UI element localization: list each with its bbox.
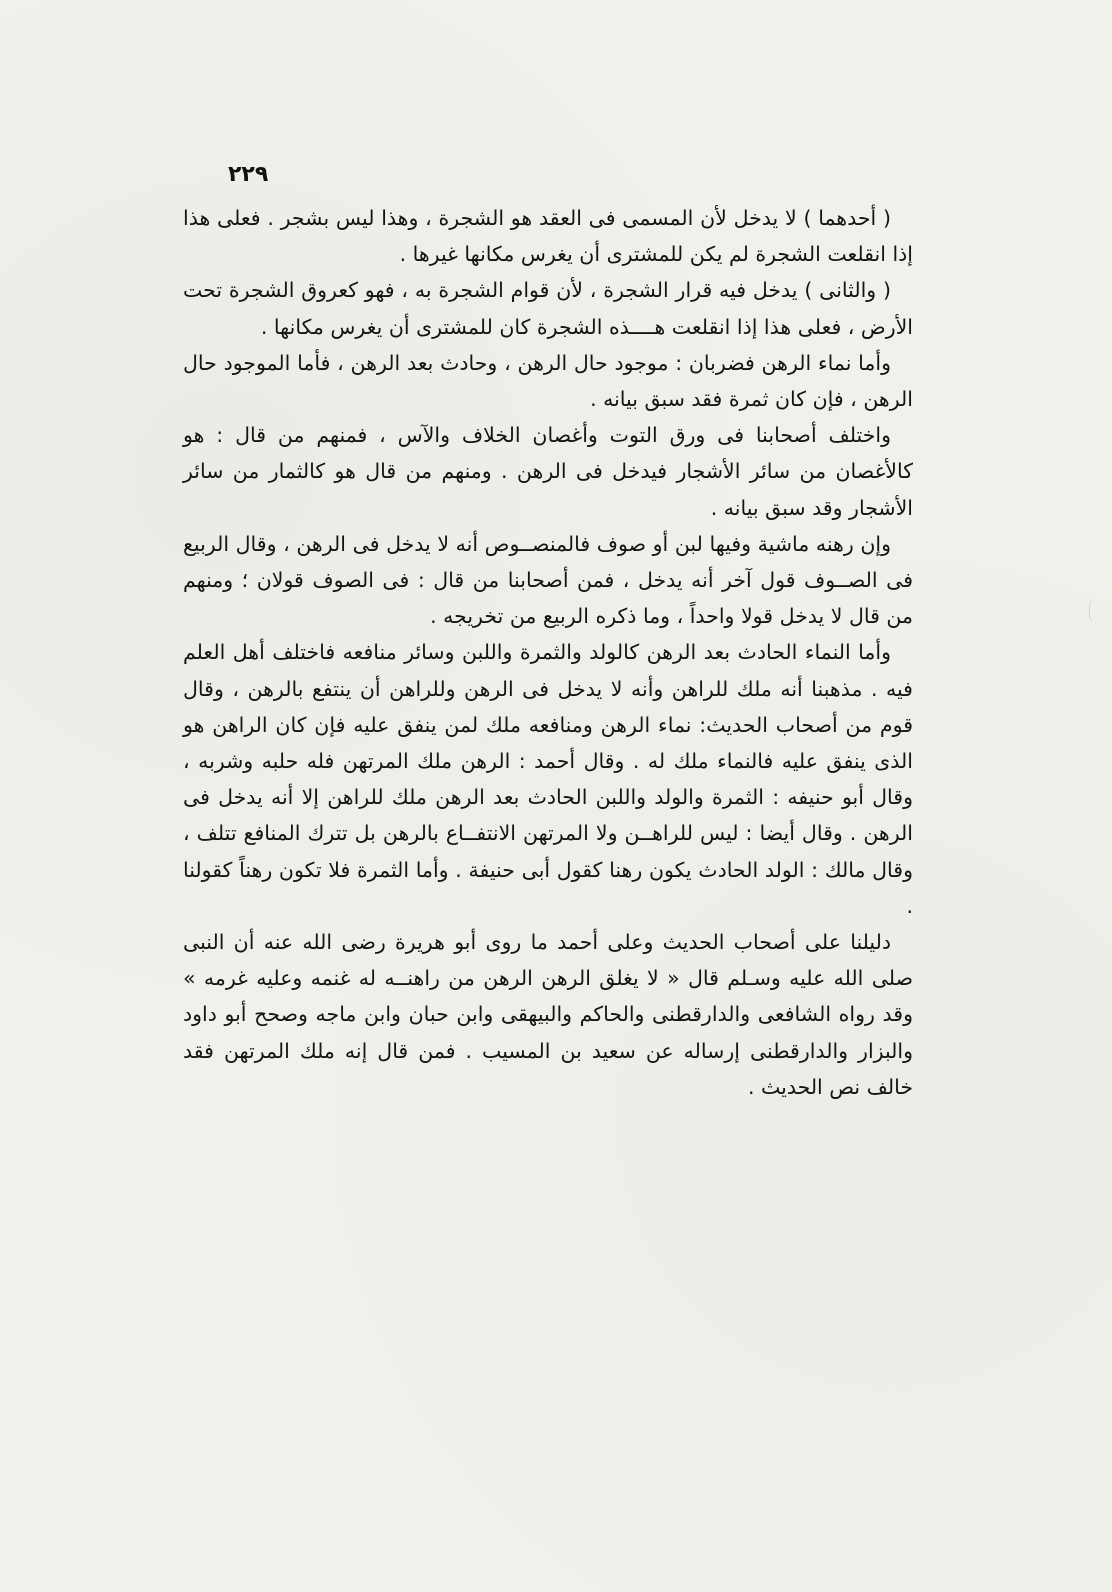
paragraph-3: وأما نماء الرهن فضربان : موجود حال الرهن ، وحادث بعد الرهن ، فأما الموجود حال الرهن ، فإن كان ثمرة فقد سبق بيانه .	[183, 350, 913, 412]
paragraph-6: وأما النماء الحادث بعد الرهن كالولد والثمرة واللبن وسائر منافعه فاختلف أهل العلم فيه . مذهبنا أنه ملك للراهن وأنه لا يدخل فى الرهن وللراهن أن ينتفع بالرهن ، وقال قوم من أصحاب الحديث: نماء الرهن ومنافعه ملك لمن ينفق عليه فإن كان الراهن هو الذى ينفق عليه فالنماء ملك له . وقال أحمد : الرهن ملك المرتهن فله حلبه وشربه ، وقال أبو حنيفه : الثمرة والولد واللبن الحادث بعد الرهن ملك للراهن إلا أنه يدخل فى الرهن . وقال أيضا : ليس للراهــن ولا المرتهن الانتفــاع بالرهن بل تترك المنافع تتلف ، وقال مالك : الولد الحادث يكون رهنا كقول أبى حنيفة . وأما الثمرة فلا تكون رهناً كقولنا .	[183, 640, 913, 918]
page-number: ٢٢٩	[228, 162, 269, 187]
body-text	[183, 200, 913, 1105]
paragraph-1: ( أحدهما ) لا يدخل لأن المسمى فى العقد هو الشجرة ، وهذا ليس بشجر . فعلى هذا إذا انقلعت الشجرة لم يكن للمشترى أن يغرس مكانها غيرها .	[183, 206, 913, 267]
paragraph-2: ( والثانى ) يدخل فيه قرار الشجرة ، لأن قوام الشجرة به ، فهو كعروق الشجرة تحت الأرض ، فعلى هذا إذا انقلعت هــــذه الشجرة كان للمشترى أن يغرس مكانها .	[183, 278, 913, 339]
paragraph-4: واختلف أصحابنا فى ورق التوت وأغصان الخلاف والآس ، فمنهم من قال : هو كالأغصان من سائر الأشجار فيدخل فى الرهن . ومنهم من قال هو كالثمار من سائر الأشجار وقد سبق بيانه .	[183, 423, 913, 520]
page-edge-mark	[1089, 600, 1100, 622]
paragraph-7: دليلنا على أصحاب الحديث وعلى أحمد ما روى أبو هريرة رضى الله عنه أن النبى صلى الله عليه وسـلم قال « لا يغلق الرهن الرهن من راهنــه له غنمه وعليه غرمه » وقد رواه الشافعى والدارقطنى والحاكم والبيهقى وابن حبان وابن ماجه وصحح أبو داود والبزار والدارقطنى إرساله عن سعيد بن المسيب . فمن قال إنه ملك المرتهن فقد خالف نص الحديث .	[183, 930, 913, 1099]
paragraph-5: وإن رهنه ماشية وفيها لبن أو صوف فالمنصــوص أنه لا يدخل فى الرهن ، وقال الربيع فى الصــوف قول آخر أنه يدخل ، فمن أصحابنا من قال : فى الصوف قولان ؛ ومنهم من قال لا يدخل قولا واحداً ، وما ذكره الربيع من تخريجه .	[183, 531, 913, 629]
